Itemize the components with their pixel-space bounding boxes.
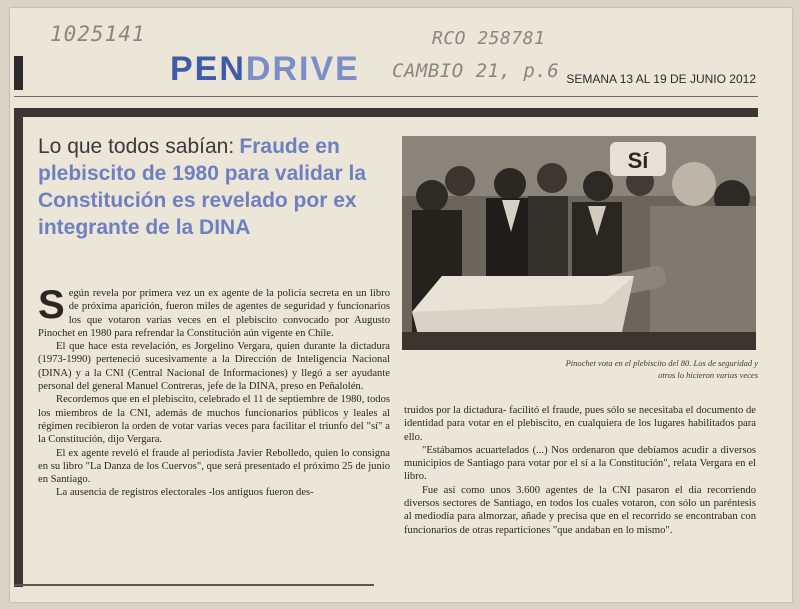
photo-sign-text: Sí xyxy=(627,148,649,173)
handwritten-catalog-id: 1025141 xyxy=(50,22,146,46)
article-column-left xyxy=(38,283,390,500)
drop-cap: S xyxy=(38,283,65,327)
masthead-edge-mark xyxy=(14,56,23,90)
photo-caption: Pinochet vota en el plebiscito del 80. Los de seguridad y otros lo hicieron varias veces xyxy=(565,358,758,380)
article-column-right xyxy=(404,404,756,537)
article-left-border xyxy=(14,117,23,587)
paragraph xyxy=(38,283,390,340)
masthead-rule xyxy=(14,96,758,97)
headline xyxy=(38,133,378,241)
article-bottom-rule xyxy=(14,584,374,586)
paragraph: truidos por la dictadura- facilitó el fraude, pues sólo se necesitaba el documento de identidad para votar en el plebiscito, en cualquiera de los lugares habilitados para ello. xyxy=(404,405,756,443)
photo-illustration xyxy=(402,136,756,350)
paragraph-text: egún revela por primera vez un ex agente de la policía secreta en un libro de próxima aparición, fueron miles de agentes de seguridad y funcionarios los que votaron varias veces en el plebiscito convocado por Augusto Pinochet en 1980 para refrendar la Constitución aún vigente en Chile. xyxy=(38,288,390,339)
issue-date: SEMANA 13 AL 19 DE JUNIO 2012 xyxy=(566,72,756,86)
paragraph: El que hace esta revelación, es Jorgelino Vergara, quien durante la dictadura (1973-1990) perteneció sucesivamente a la Dirección de Inteligencia Nacional (DINA) y a la CNI (Central Nacional de Informaciones) y llegó a ser ayudante personal del general Manuel Contreras, jefe de la DINA, preso en Peñalolén. xyxy=(38,341,390,393)
news-photo xyxy=(402,136,756,350)
headline-main: Fraude en plebiscito de 1980 para validar la Constitución es revelado por ex integrante de la DINA xyxy=(38,135,366,239)
headline-kicker: Lo que todos sabían: xyxy=(38,135,235,158)
section-title-part2: DRIVE xyxy=(245,50,360,88)
handwritten-source-note: CAMBIO 21, p.6 xyxy=(392,60,560,82)
paragraph: El ex agente reveló el fraude al periodista Javier Rebolledo, quien lo consigna en su libro "La Danza de los Cuervos", que será presentado el próximo 25 de junio en Santiago. xyxy=(38,447,390,486)
paragraph: La ausencia de registros electorales -los antiguos fueron des- xyxy=(56,487,314,499)
section-title-part1: PEN xyxy=(170,50,246,88)
article-top-rule xyxy=(14,108,758,117)
section-title xyxy=(170,50,360,89)
paragraph: "Estábamos acuartelados (...) Nos ordenaron que debíamos acudir a diversos municipios de Santiago para votar por el sí a la Constitución", relata Vergara en el libro. xyxy=(404,444,756,483)
paragraph: Recordemos que en el plebiscito, celebrado el 11 de septiembre de 1980, todos los miembros de la CNI, además de muchos funcionarios públicos y leales al régimen recibieron la orden de votar varias veces para facilitar el triunfo del "sí" a la Constitución, dijo Vergara. xyxy=(38,394,390,446)
handwritten-archive-code: RCO 258781 xyxy=(432,28,546,49)
paragraph: Fue así como unos 3.600 agentes de la CNI pasaron el día recorriendo diversos sectores de Santiago, en todos los cuales votaron, con sólo un paréntesis al mediodía para almorzar, añade y precisa que en el recorrido se encontraban con funcionarios de otras reparticiones "que andaban en lo mismo". xyxy=(404,484,756,536)
